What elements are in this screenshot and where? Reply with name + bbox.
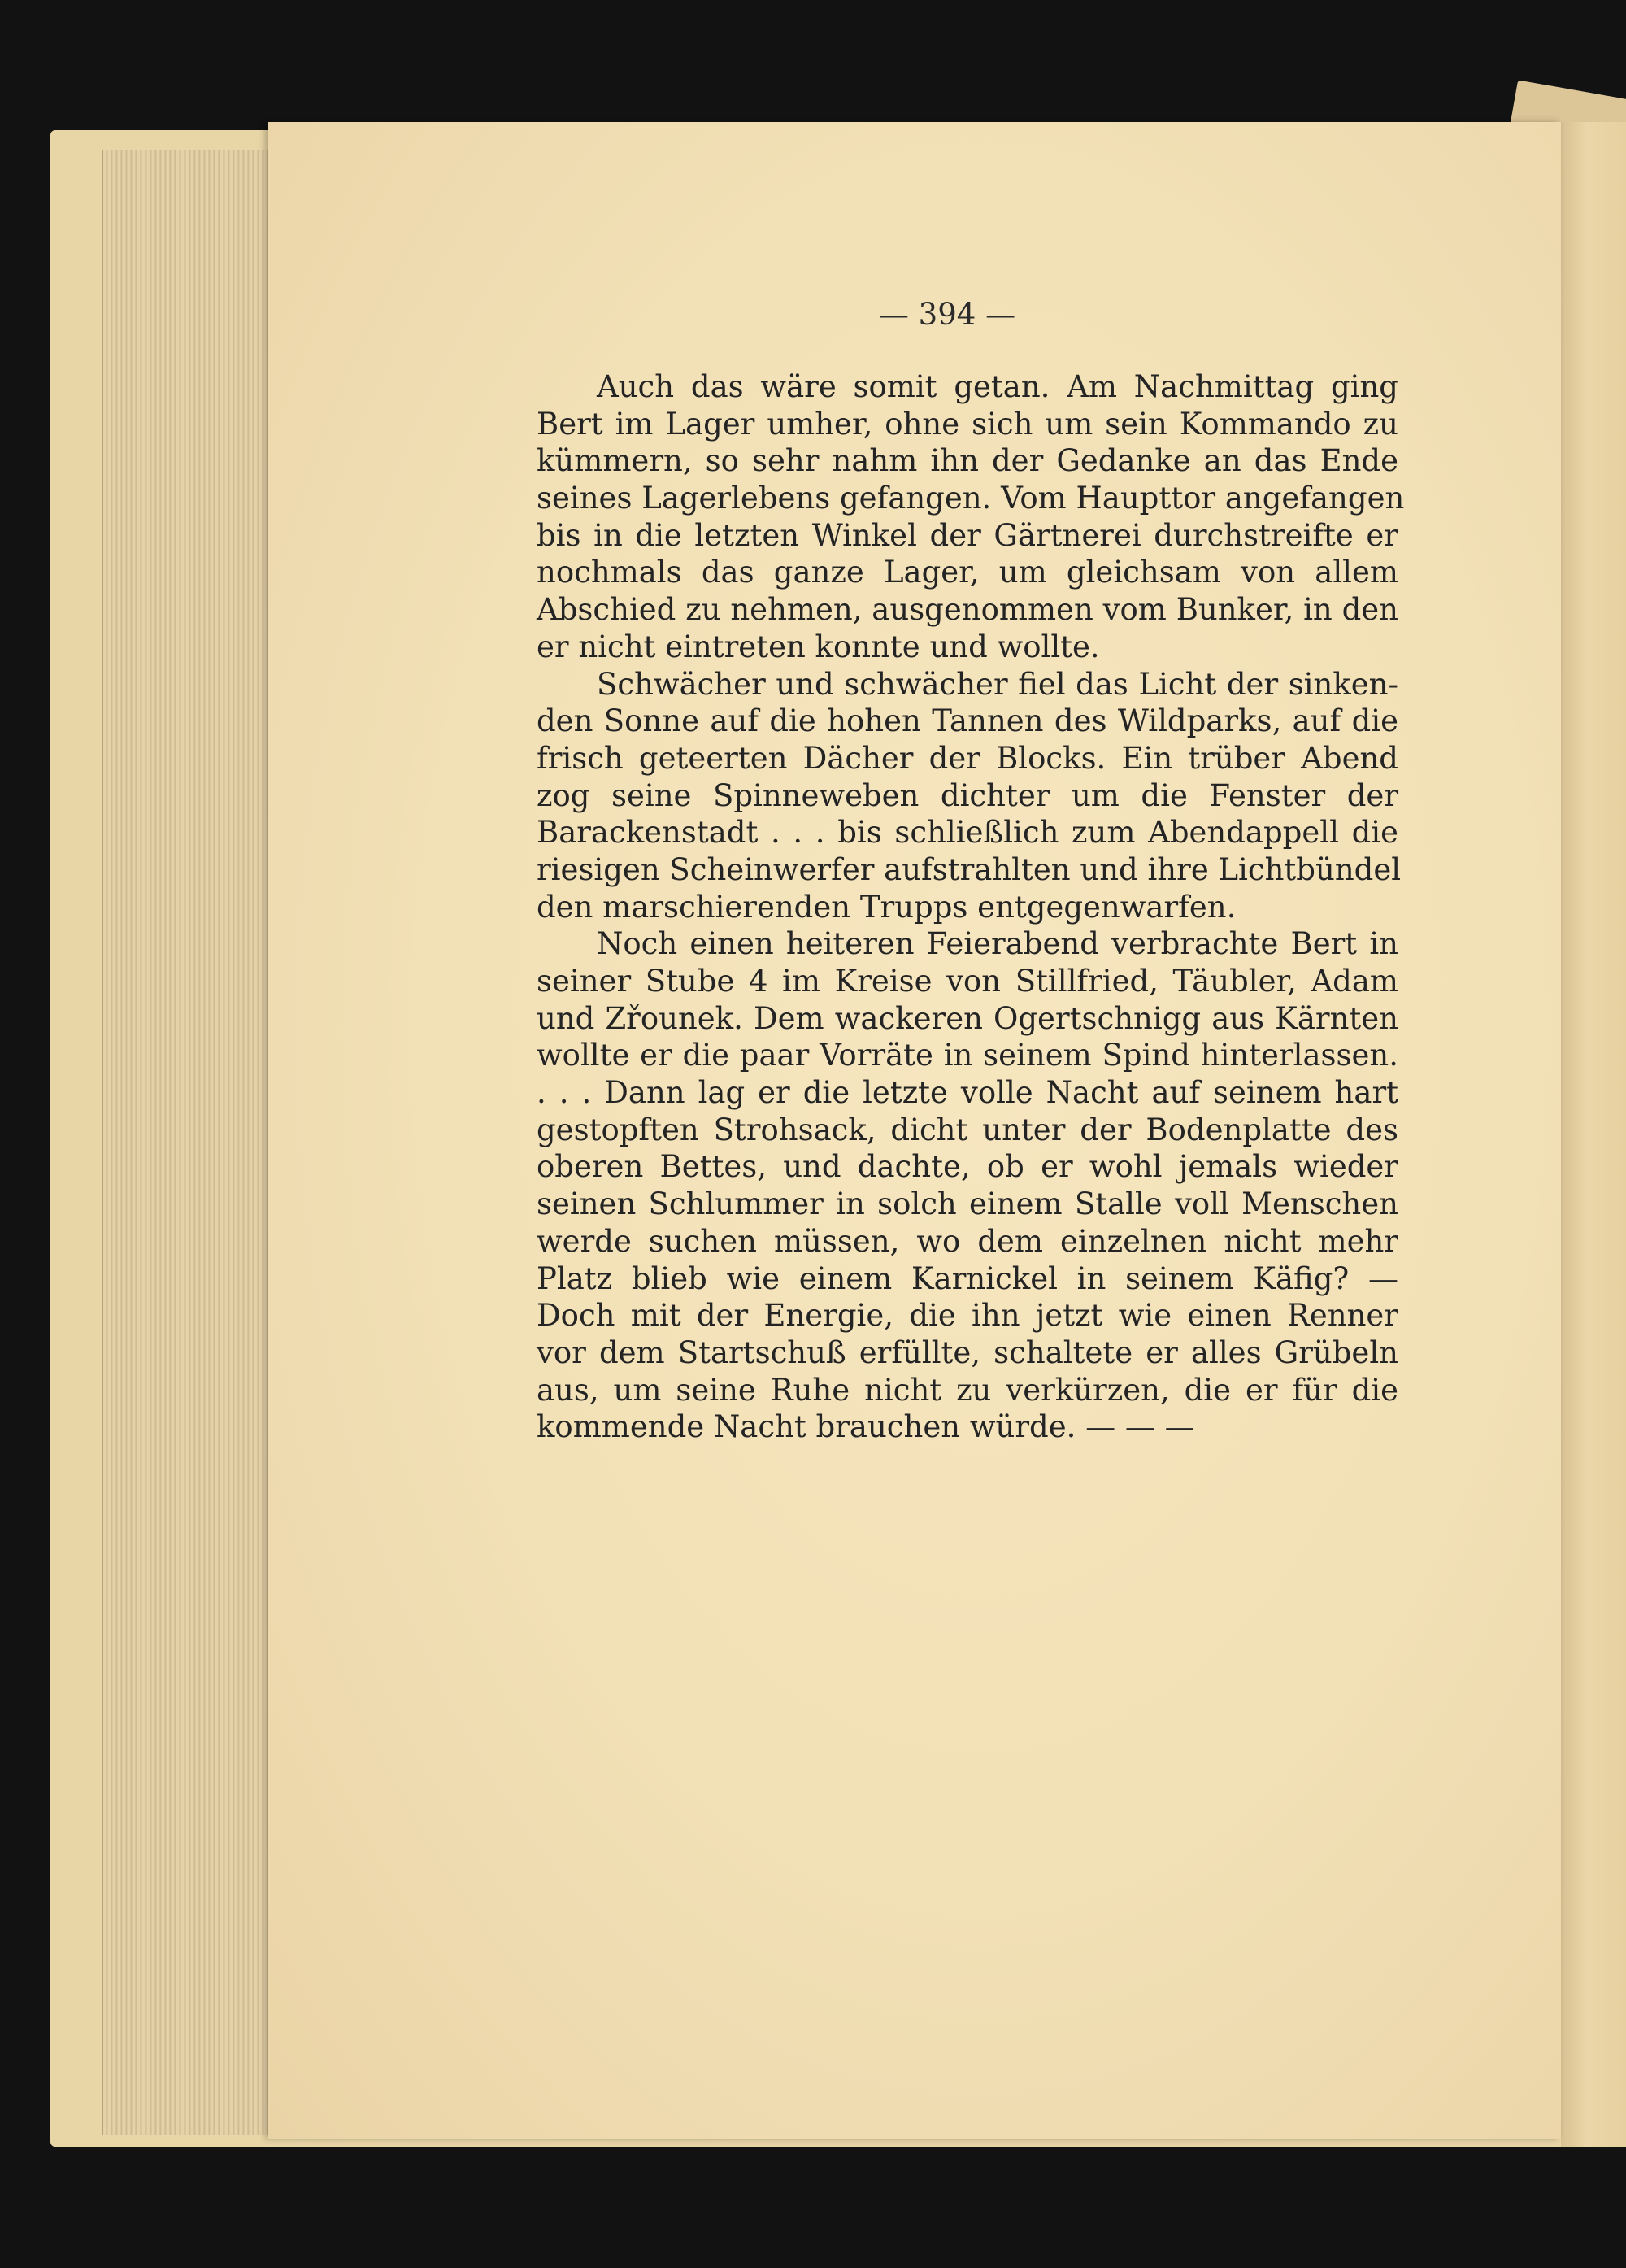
- paragraph-3: [537, 925, 1398, 1446]
- text-line: Abschied zu nehmen, ausgenommen vom Bunker, in den: [537, 592, 1398, 628]
- body-text: [537, 368, 1405, 1446]
- text-line: . . . Dann lag er die letzte volle Nacht auf seinem hart: [537, 1075, 1398, 1111]
- page-edge-stack: [102, 150, 274, 2135]
- text-line: Bert im Lager umher, ohne sich um sein Kommando zu: [537, 406, 1398, 442]
- text-line: seines Lagerlebens gefangen. Vom Haupttor angefangen: [537, 481, 1405, 516]
- paragraph-1: [537, 368, 1405, 666]
- text-line: seiner Stube 4 im Kreise von Stillfried, Täubler, Adam: [537, 964, 1398, 999]
- page-number: — 394 —: [878, 297, 1016, 332]
- text-line: werde suchen müssen, wo dem einzelnen nicht mehr: [537, 1223, 1398, 1259]
- text-line: riesigen Scheinwerfer aufstrahlten und ihre Lichtbündel: [537, 851, 1402, 887]
- text-line: Noch einen heiteren Feierabend verbrachte Bert in: [597, 926, 1398, 962]
- text-line: frisch geteerten Dächer der Blocks. Ein trüber Abend: [537, 740, 1398, 776]
- text-line: seinen Schlummer in solch einem Stalle voll Menschen: [537, 1186, 1398, 1222]
- text-line: den marschierenden Trupps entgegenwarfen.: [537, 889, 1237, 925]
- text-line: wollte er die paar Vorräte in seinem Spind hinterlassen.: [537, 1038, 1398, 1073]
- text-line: Barackenstadt . . . bis schließlich zum Abendappell die: [537, 815, 1398, 851]
- text-line: und Zřounek. Dem wackeren Ogertschnigg aus Kärnten: [537, 1000, 1398, 1036]
- text-line: gestopften Strohsack, dicht unter der Bodenplatte des: [537, 1112, 1398, 1147]
- text-line: Platz blieb wie einem Karnickel in seinem Käfig? —: [537, 1260, 1398, 1296]
- text-line: kümmern, so sehr nahm ihn der Gedanke an das Ende: [537, 443, 1398, 479]
- text-line: bis in die letzten Winkel der Gärtnerei durchstreifte er: [537, 517, 1398, 553]
- paragraph-2: [537, 666, 1402, 926]
- text-line: Schwächer und schwächer fiel das Licht der sinken-: [597, 666, 1398, 702]
- text-line: nochmals das ganze Lager, um gleichsam von allem: [537, 555, 1398, 590]
- text-line: den Sonne auf die hohen Tannen des Wildparks, auf die: [537, 703, 1398, 739]
- text-line: er nicht eintreten konnte und wollte.: [537, 629, 1100, 664]
- text-line: Doch mit der Energie, die ihn jetzt wie einen Renner: [537, 1298, 1398, 1334]
- text-line: Auch das wäre somit getan. Am Nachmittag ging: [597, 369, 1398, 404]
- text-line: aus, um seine Ruhe nicht zu verkürzen, die er für die: [537, 1372, 1398, 1408]
- text-line: vor dem Startschuß erfüllte, schaltete er alles Grübeln: [537, 1334, 1398, 1370]
- text-line: kommende Nacht brauchen würde. — — —: [537, 1409, 1195, 1445]
- text-line: oberen Bettes, und dachte, ob er wohl jemals wieder: [537, 1149, 1398, 1185]
- facing-page-edge: [1561, 122, 1626, 2147]
- text-line: zog seine Spinneweben dichter um die Fenster der: [537, 777, 1398, 813]
